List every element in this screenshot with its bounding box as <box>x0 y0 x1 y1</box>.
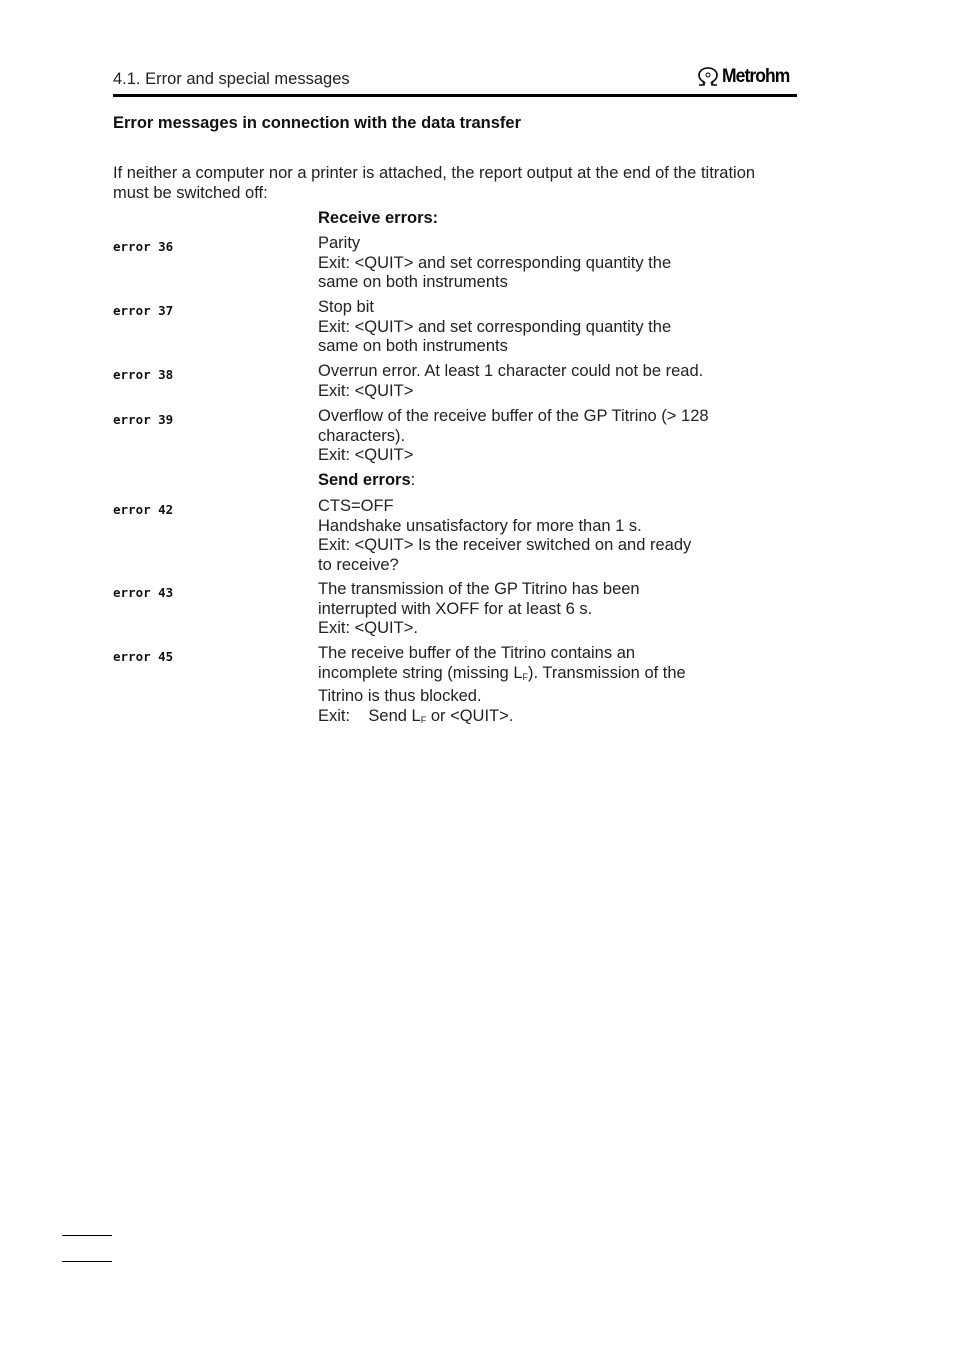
omega-icon <box>696 67 720 87</box>
description-line: Exit: <QUIT> and set corresponding quantity the <box>318 253 672 272</box>
intro-paragraph: If neither a computer nor a printer is attached, the report output at the end of the titration must be switched off: <box>113 164 756 202</box>
send-errors-heading: Send errors: <box>318 471 416 489</box>
subscript-f: F <box>522 671 528 682</box>
section-title: Error messages in connection with the data transfer <box>113 114 522 132</box>
metrohm-logo <box>696 66 795 88</box>
subscript-f: F <box>420 714 427 725</box>
receive-errors-heading: Receive errors: <box>318 209 439 227</box>
description-line: Exit: <QUIT> Is the receiver switched on and ready <box>318 536 692 554</box>
description-line: characters). <box>318 426 406 445</box>
error-description-37 <box>318 298 738 357</box>
error-code-38: error 38 <box>113 367 174 382</box>
description-line: Overrun error. At least 1 character could not be read. <box>318 362 704 380</box>
description-line: Parity <box>318 234 361 252</box>
description-line: Exit: <QUIT>. <box>318 619 418 637</box>
description-line: Exit: Send $L_F$ or <QUIT>. <box>318 706 514 725</box>
description-line: interrupted with XOFF for at least 6 s. <box>318 599 593 618</box>
error-description-36 <box>318 234 738 293</box>
footer-rule-top <box>62 1235 112 1236</box>
error-code-36: error 36 <box>113 239 174 254</box>
error-code-43: error 43 <box>113 585 174 600</box>
description-line: Exit: <QUIT> <box>318 446 414 464</box>
description-line: to receive? <box>318 555 399 574</box>
error-description-39 <box>318 407 738 466</box>
description-line: Titrino is thus blocked. <box>318 687 482 705</box>
logo-wordmark: Metrohm <box>721 66 790 87</box>
error-code-45: error 45 <box>113 649 174 664</box>
description-line: Exit: <QUIT> <box>318 381 414 400</box>
error-code-42: error 42 <box>113 502 174 517</box>
description-line: Exit: <QUIT> and set corresponding quantity the <box>318 317 672 336</box>
error-code-39: error 39 <box>113 412 174 427</box>
page-header <box>113 66 797 97</box>
description-line: The receive buffer of the Titrino contains an <box>318 644 636 662</box>
description-line: Stop bit <box>318 298 374 316</box>
section-reference: 4.1. Error and special messages <box>113 70 350 88</box>
footer-rule-bottom <box>62 1261 112 1262</box>
error-code-37: error 37 <box>113 303 174 318</box>
error-description-38 <box>318 362 738 401</box>
error-description-45 <box>318 644 738 730</box>
description-line: same on both instruments <box>318 337 508 355</box>
description-line: The transmission of the GP Titrino has been <box>318 580 640 598</box>
description-line: same on both instruments <box>318 273 508 291</box>
description-line: Handshake unsatisfactory for more than 1 s. <box>318 516 642 535</box>
error-description-42 <box>318 497 738 575</box>
description-line: Overflow of the receive buffer of the GP Titrino (> 128 <box>318 407 709 425</box>
description-line: CTS=OFF <box>318 497 394 515</box>
error-description-43 <box>318 580 738 639</box>
description-line: incomplete string (missing $L_F$). Transmission of the <box>318 663 686 682</box>
